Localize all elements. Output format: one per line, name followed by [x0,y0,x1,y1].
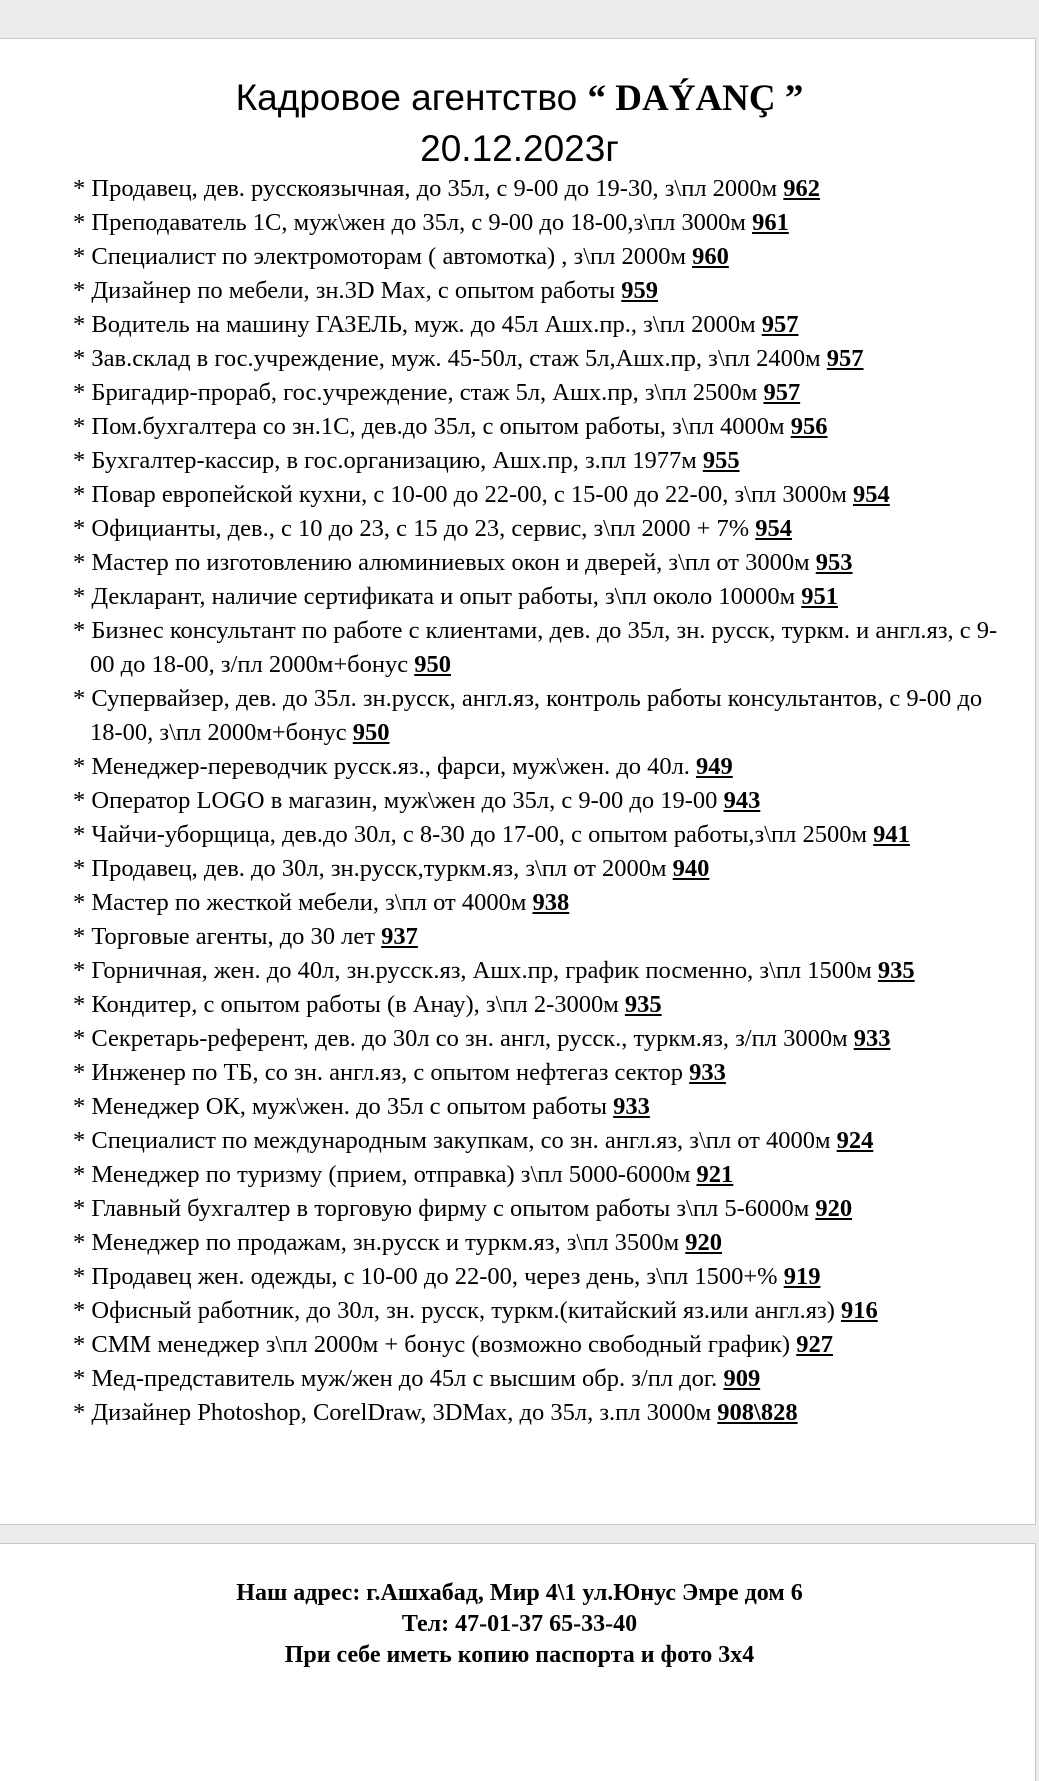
vacancy-description: Кондитер, с опытом работы (в Анау), з\пл 2-3000м [91,991,625,1018]
vacancy-code: 949 [696,753,733,780]
vacancy-item [73,172,1003,206]
vacancy-code: 916 [841,1297,878,1324]
vacancy-code: 950 [414,651,451,678]
vacancy-item [73,274,1003,308]
vacancy-code: 962 [783,175,821,202]
vacancy-item [73,1090,1003,1124]
vacancy-item [73,1328,1003,1362]
vacancy-description: Мед-представитель муж/жен до 45л с высшим обр. з/пл дог. [91,1365,724,1392]
vacancy-code: 937 [381,923,418,950]
vacancy-description: Менеджер по туризму (прием, отправка) з\пл 5000-6000м [91,1161,697,1188]
contact-footer [0,1578,1039,1671]
vacancy-description: Зав.склад в гос.учреждение, муж. 45-50л, стаж 5л,Ашх.пр, з\пл 2400м [91,345,827,372]
vacancy-item [73,1124,1003,1158]
document-date: 20.12.2023г [420,128,619,169]
page-title [0,72,1039,125]
vacancy-code: 927 [796,1331,833,1358]
vacancy-code: 954 [755,515,793,542]
vacancy-description: Бригадир-прораб, гос.учреждение, стаж 5л, Ашх.пр, з\пл 2500м [91,379,764,406]
vacancy-description: Горничная, жен. до 40л, зн.русск.яз, Ашх.пр, график посменно, з\пл 1500м [91,957,878,984]
vacancy-code: 943 [723,787,761,814]
vacancy-code: 960 [692,243,729,270]
vacancy-code: 950 [352,719,390,746]
vacancy-item [73,1294,1003,1328]
vacancy-code: 921 [696,1161,734,1188]
vacancy-code: 924 [836,1127,874,1154]
vacancy-item [73,342,1003,376]
vacancy-description: Бухгалтер-кассир, в гос.организацию, Ашх.пр, з.пл 1977м [91,447,703,474]
vacancy-code: 933 [689,1059,726,1086]
vacancy-description: Менеджер-переводчик русск.яз., фарси, муж\жен. до 40л. [91,753,697,780]
vacancy-code: 953 [815,549,853,576]
vacancy-description: Главный бухгалтер в торговую фирму с опытом работы з\пл 5-6000м [91,1195,816,1222]
vacancy-item [73,1362,1003,1396]
vacancy-code: 938 [532,889,570,916]
vacancy-description: Офисный работник, до 30л, зн. русск, туркм.(китайский яз.или англ.яз) [91,1297,841,1324]
vacancy-item [73,1396,1003,1430]
vacancy-description: Продавец, дев. до 30л, зн.русск,туркм.яз, з\пл от 2000м [91,855,673,882]
vacancy-item [73,750,1003,784]
vacancy-item [73,988,1003,1022]
vacancy-code: 951 [801,583,838,610]
vacancy-item [73,444,1003,478]
vacancy-code: 935 [624,991,662,1018]
vacancy-description: Мастер по жесткой мебели, з\пл от 4000м [91,889,533,916]
vacancy-list [73,172,1003,1430]
vacancy-code: 957 [761,311,799,338]
vacancy-code: 940 [672,855,710,882]
vacancy-item [73,1260,1003,1294]
vacancy-description: Мастер по изготовлению алюминиевых окон и дверей, з\пл от 3000м [91,549,816,576]
vacancy-item [73,1158,1003,1192]
vacancy-description: Оператор LOGO в магазин, муж\жен до 35л, с 9-00 до 19-00 [91,787,724,814]
vacancy-item [73,1056,1003,1090]
vacancy-description: Повар европейской кухни, с 10-00 до 22-00, с 15-00 до 22-00, з\пл 3000м [91,481,854,508]
vacancy-item [73,308,1003,342]
vacancy-item [73,580,1003,614]
vacancy-code: 954 [853,481,890,508]
vacancy-description: Чайчи-уборщица, дев.до 30л, с 8-30 до 17-00, с опытом работы,з\пл 2500м [91,821,874,848]
vacancy-code: 920 [815,1195,853,1222]
address-line: Наш адрес: г.Ашхабад, Мир 4\1 ул.Юнус Эмре дом 6 [236,1580,803,1606]
vacancy-description: Дизайнер по мебели, зн.3D Max, с опытом работы [91,277,622,304]
vacancy-code: 919 [783,1263,821,1290]
vacancy-description: Дизайнер Photoshop, CorelDraw, 3DMax, до 35л, з.пл 3000м [91,1399,718,1426]
vacancy-code: 959 [621,277,659,304]
vacancy-description: СММ менеджер з\пл 2000м + бонус (возможно свободный график) [91,1331,797,1358]
vacancy-description: Торговые агенты, до 30 лет [91,923,382,950]
vacancy-code: 908\828 [717,1399,798,1426]
phone-line: Тел: 47-01-37 65-33-40 [401,1611,638,1637]
vacancy-item [73,818,1003,852]
vacancy-description: Менеджер по продажам, зн.русск и туркм.яз, з\пл 3500м [91,1229,686,1256]
vacancy-description: Декларант, наличие сертификата и опыт работы, з\пл около 10000м [91,583,802,610]
vacancy-description: Специалист по электромоторам ( автомотка) , з\пл 2000м [91,243,693,270]
vacancy-description: Супервайзер, дев. до 35л. зн.русск, англ.яз, контроль работы консультантов, с 9-00 до 18-00, з\пл 2000м+бонус [90,685,983,746]
vacancy-description: Водитель на машину ГАЗЕЛЬ, муж. до 45л Ашх.пр., з\пл 2000м [91,311,762,338]
vacancy-description: Пом.бухгалтера со зн.1С, дев.до 35л, с опытом работы, з\пл 4000м [91,413,791,440]
vacancy-code: 956 [790,413,828,440]
vacancy-item [73,682,1003,750]
vacancy-code: 941 [873,821,910,848]
vacancy-item [73,410,1003,444]
vacancy-item [73,920,1003,954]
requirements-note: При себе иметь копию паспорта и фото 3х4 [284,1642,755,1668]
vacancy-item [73,852,1003,886]
vacancy-description: Продавец жен. одежды, с 10-00 до 22-00, через день, з\пл 1500+% [91,1263,784,1290]
vacancy-code: 933 [853,1025,891,1052]
vacancy-description: Официанты, дев., с 10 до 23, с 15 до 23, сервис, з\пл 2000 + 7% [91,515,756,542]
vacancy-code: 920 [685,1229,723,1256]
vacancy-code: 961 [752,209,789,236]
vacancy-item [73,546,1003,580]
vacancy-description: Специалист по международным закупкам, со зн. англ.яз, з\пл от 4000м [91,1127,837,1154]
vacancy-description: Преподаватель 1С, муж\жен до 35л, с 9-00 до 18-00,з\пл 3000м [91,209,753,236]
vacancy-description: Бизнес консультант по работе с клиентами, дев. до 35л, зн. русск, туркм. и англ.яз, с 9-00 до 18-00, з/пл 2000м+бонус [90,617,998,678]
vacancy-item [73,512,1003,546]
vacancy-item [73,784,1003,818]
vacancy-item [73,1192,1003,1226]
vacancy-code: 957 [763,379,801,406]
vacancy-description: Секретарь-референт, дев. до 30л со зн. англ, русск., туркм.яз, з/пл 3000м [91,1025,854,1052]
vacancy-description: Инженер по ТБ, со зн. англ.яз, с опытом нефтегаз сектор [91,1059,690,1086]
title-prefix: Кадровое агентство [235,77,588,118]
agency-name: “ DAÝANÇ ” [587,78,804,119]
vacancy-item [73,240,1003,274]
vacancy-description: Продавец, дев. русскоязычная, до 35л, с 9-00 до 19-30, з\пл 2000м [91,175,784,202]
vacancy-code: 935 [877,957,915,984]
vacancy-item [73,614,1003,682]
vacancy-description: Менеджер ОК, муж\жен. до 35л с опытом работы [91,1093,614,1120]
vacancy-code: 957 [826,345,864,372]
vacancy-item [73,1022,1003,1056]
vacancy-code: 955 [702,447,740,474]
vacancy-code: 933 [613,1093,650,1120]
vacancy-code: 909 [723,1365,761,1392]
vacancy-item [73,376,1003,410]
vacancy-item [73,1226,1003,1260]
vacancy-item [73,886,1003,920]
vacancy-item [73,206,1003,240]
vacancy-item [73,478,1003,512]
vacancy-item [73,954,1003,988]
